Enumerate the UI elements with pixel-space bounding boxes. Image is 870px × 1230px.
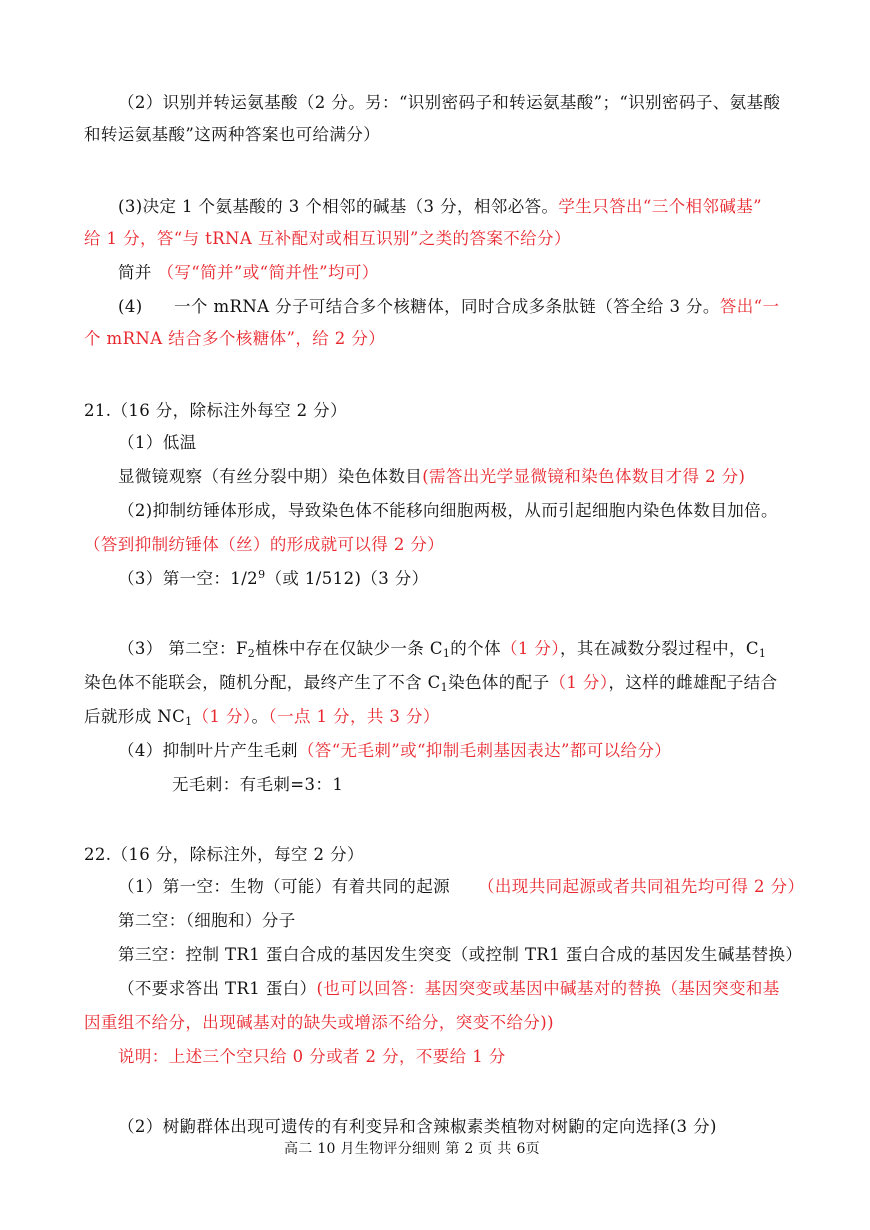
q20-part3-note: 学生只答出“三个相邻碱基” [558,197,762,216]
q21-part1-line2 [118,466,745,488]
text: 染色体不能联会，随机分配，最终产生了不含 C [84,673,441,692]
score-note: （一点 1 分，共 3 分） [268,707,440,726]
text: 后就形成 NC [84,707,186,726]
q22-part1-note2: (也可以回答：基因突变或基因中碱基对的替换（基因突变和基 [316,979,780,998]
q21-part3-blank2-line2 [84,672,777,694]
q20-part3-note2: （写“简并”或“简并性”均可） [157,263,379,282]
q20-part3-line1 [118,196,762,218]
q20-part4-note: 答出“一 [719,297,780,316]
text: ，这样的雌雄配子结合 [608,673,778,692]
text: （3） 第二空：F [118,639,248,658]
text: 染色体的配子 [448,673,550,692]
subscript: 1 [440,681,449,694]
score-note: （1 分） [192,707,252,726]
q20-part3-line3 [118,262,379,284]
q21-part3-exponent: 9 [258,568,266,581]
text: 。 [251,707,269,726]
score-note: （1 分） [549,673,609,692]
q21-part3-blank2-line3 [84,706,440,728]
q21-part3-text2: （或 1/512)（3 分） [265,569,429,588]
q22-part1-line1 [118,876,804,898]
q21-part4-answer: （4）抑制叶片产生毛刺 [118,741,298,760]
q20-part4-label: (4) [118,297,143,316]
q22-part1-line2: 第二空：（细胞和）分子 [118,911,296,930]
text: 植株中存在仅缺少一条 C [255,639,443,658]
q22-part1-answer2: （不要求答出 TR1 蛋白） [118,979,317,998]
q21-header: 21.（16 分，除标注外每空 2 分） [84,401,347,420]
q22-part1-note: （出现共同起源或者共同祖先均可得 2 分） [478,877,805,896]
q21-part1-line1: （1）低温 [118,433,197,452]
q21-part4-line1 [118,740,671,762]
score-note: （1 分） [500,639,560,658]
q20-part4-line2: 个 mRNA 结合多个核糖体”，给 2 分） [84,329,386,348]
q20-part4-answer: 一个 mRNA 分子可结合多个核糖体，同时合成多条肽链（答全给 3 分。 [174,297,720,316]
q22-header: 22.（16 分，除标注外，每空 2 分） [84,845,364,864]
q21-part4-line2: 无毛刺：有毛刺=3：1 [172,775,344,794]
q21-part2-line1: （2)抑制纺锤体形成，导致染色体不能移向细胞两极，从而引起细胞内染色体数目加倍。 [118,501,778,520]
q22-part1-remark: 说明：上述三个空只给 0 分或者 2 分，不要给 1 分 [118,1047,506,1066]
q21-part3-blank1 [118,568,429,590]
q22-part1-answer: （1）第一空：生物（可能）有着共同的起源 [118,877,450,896]
subscript: 1 [758,647,767,660]
q21-part4-note: （答“无毛刺”或“抑制毛刺基因表达”都可以给分） [297,741,672,760]
q21-part3-blank2-line1 [118,638,766,660]
q20-part2-line1: （2）识别并转运氨基酸（2 分。另：“识别密码子和转运氨基酸”；“识别密码子、氨基酸 [118,93,781,112]
q20-part2-line2: 和转运氨基酸”这两种答案也可给满分） [84,125,381,144]
text: ，其在减数分裂过程中，C [559,639,759,658]
subscript: 1 [442,647,451,660]
q21-part3-text: （3）第一空：1/2 [118,569,259,588]
q22-part2-line1: （2）树鼩群体出现可遗传的有利变异和含辣椒素类植物对树鼩的定向选择(3 分) [118,1117,717,1136]
q20-part3-answer2: 简并 [118,263,158,282]
subscript: 2 [247,647,256,660]
page-footer: 高二 10 月生物评分细则 第 2 页 共 6页 [284,1141,540,1157]
q22-part1-line4 [118,978,780,1000]
q20-part4-line1 [118,296,779,318]
q21-part1-note: (需答出光学显微镜和染色体数目才得 2 分) [422,467,746,486]
q21-part2-line2: （答到抑制纺锤体（丝）的形成就可以得 2 分） [84,535,445,554]
subscript: 1 [185,715,193,728]
q21-part1-answer: 显微镜观察（有丝分裂中期）染色体数目 [118,467,423,486]
q22-part1-line3: 第三空：控制 TR1 蛋白合成的基因发生突变（或控制 TR1 蛋白合成的基因发生碱基替换） [118,945,803,964]
text: 的个体 [450,639,501,658]
q20-part3-answer: (3)决定 1 个氨基酸的 3 个相邻的碱基（3 分，相邻必答。 [118,197,559,216]
q20-part3-line2: 给 1 分，答“与 tRNA 互补配对或相互识别”之类的答案不给分） [84,229,571,248]
q22-part1-line5: 因重组不给分，出现碱基对的缺失或增添不给分，突变不给分)) [84,1013,554,1032]
